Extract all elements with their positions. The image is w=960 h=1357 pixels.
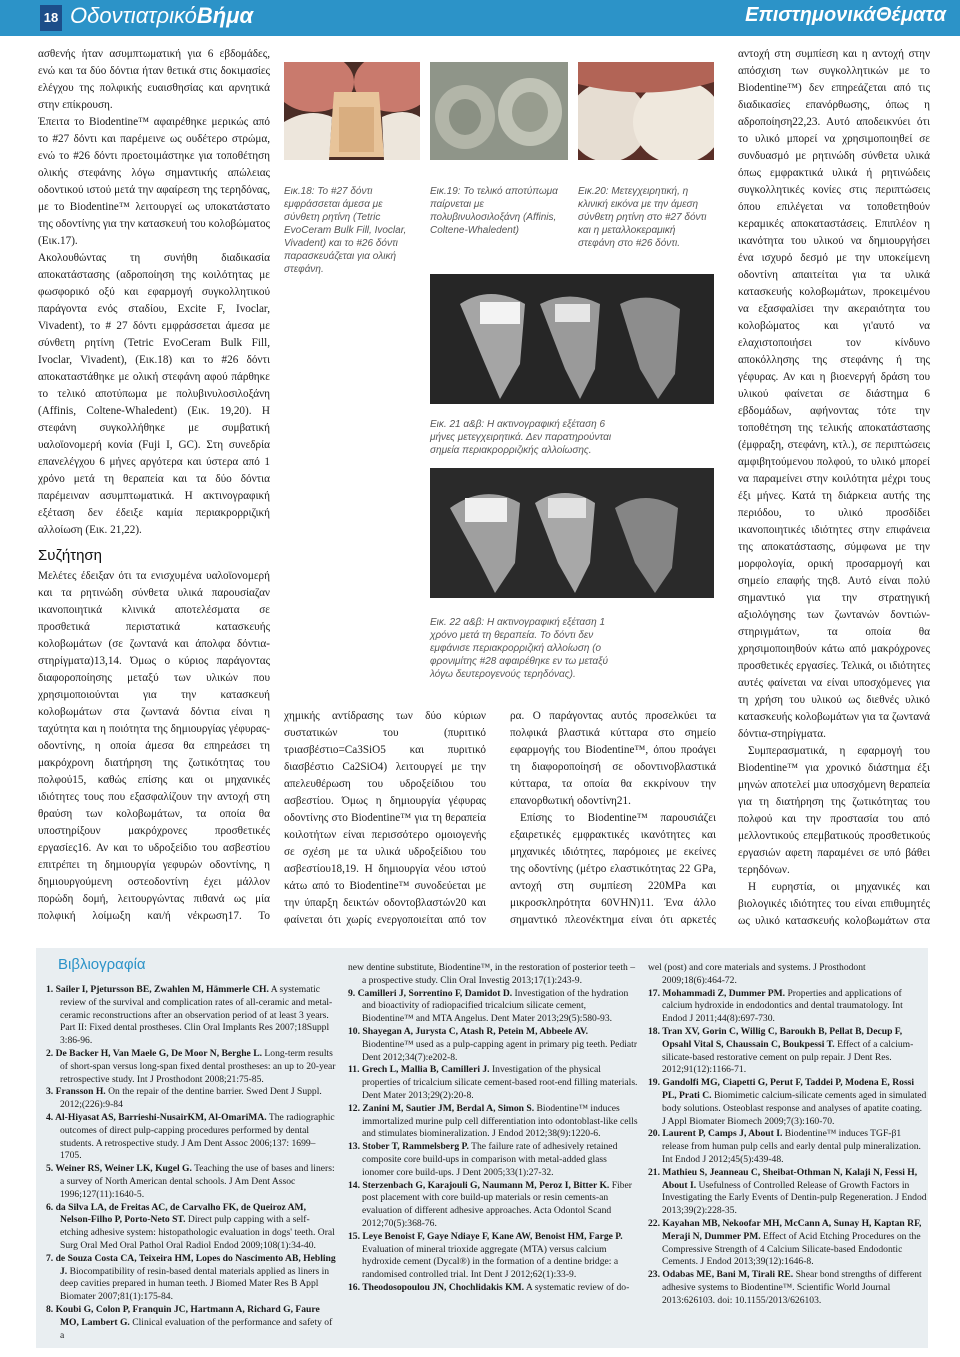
reference-item — [46, 1086, 336, 1112]
references-column-3 — [648, 962, 928, 1344]
reference-item — [648, 962, 928, 988]
reference-authors: 11. Grech L, Mallia B, Camilleri J. — [348, 1064, 490, 1076]
reference-item — [46, 1202, 336, 1253]
impression-photo — [430, 62, 568, 160]
reference-item — [46, 984, 336, 1048]
reference-authors: 23. Odabas ME, Bani M, Tirali RE. — [648, 1269, 794, 1281]
section-title-part-a: Επιστημονικά — [745, 4, 876, 26]
paragraph: Επίσης το Biodentine™ παρουσιάζει εξαιρετικές εμφρακτικές ικανότητες και μηχανικές ιδιότητες, παρόμοιες με εκείνες της οδοντίνης (μέτρο ελαστικότητας 22 GPa, αντοχή στη συμπίεση 220MPa και μικροσκληρότητα 60VHN)11. Ένα άλλο σημαντικό πλεονέκτημα είναι ότι αρκετές — [510, 812, 716, 926]
reference-text: Biodentine™ used as a pulp-capping agent in primary pig teeth. Pediatr Dent 2012;34(7):e202-8. — [362, 1038, 638, 1063]
reference-authors: 22. Kayahan MB, Nekoofar MH, McCann A, Sunay H, Kaptan RF, Meraji N, Dummer PM. — [648, 1217, 922, 1242]
reference-authors: 10. Shayegan A, Jurysta C, Atash R, Petein M, Abbeele AV. — [348, 1025, 589, 1037]
magazine-title — [70, 3, 253, 29]
reference-item — [348, 1026, 638, 1064]
reference-text: The radiographic outcomes of direct pulp-capping procedures performed by dental students. A retrospective study. J Am Dent Assoc 2006;137: 1699–1705. — [60, 1111, 335, 1162]
article-column-4 — [510, 708, 716, 930]
reference-item — [348, 1103, 638, 1141]
reference-text: new dentine substitute, Biodentine™, in the restoration of posterior teeth – a prospective study. Clin Oral Investig 2013;17(1):243-9. — [348, 962, 636, 986]
reference-text: Teaching the use of bases and liners: a survey of North American dental schools. J Am Dent Assoc 1996;127(11):1640-5. — [60, 1163, 335, 1200]
reference-text: Biodentine™ induces immortalized murine pulp cell differentiation into odontoblast-like cells and stimulates biomineralization. J Endod 2012;38(9):1220-6. — [362, 1102, 638, 1140]
xray-6-months — [430, 274, 714, 404]
figure-19-image — [430, 62, 568, 160]
section-heading: Συζήτηση — [38, 547, 103, 564]
paragraph: χημικής αντίδρασης των δύο κύριων συστατικών του (πυριτικό τριασβέστιο=Ca3SiO5 και πυριτικό διασβέστιο Ca2SiO4) λειτουργεί με την απελευθέρωση του υδροξείδιου του ασβεστίου. Όμως η δημιουργία γέφυρας οδοντίνης στο Biodentine™ για τη θεραπεία κοιλοτήτων είναι περισσότερο ομοιογενής σε σχέση με τα υλικά υδροξείδιου του ασβεστίου18,19. Η δημιουργία νέου ιστού κάτω από το Biodentine™ συνοδεύεται με την ύπαρξη δεικτών οδοντοβλαστών20 και φαίνεται ότι χωρίς ενεργοποιείται από τον — [284, 710, 486, 926]
reference-text: Properties and applications of calcium hydroxide in endodontics and dental traumatology. Int Endod J 2011;44(8):697-730. — [662, 987, 903, 1025]
reference-authors: 3. Fransson H. — [46, 1086, 106, 1098]
reference-authors: 18. Tran XV, Gorin C, Willig C, Baroukh B, Pellat B, Decup F, Opsahl Vital S, Chaussain C, Boukpessi T. — [648, 1025, 903, 1050]
reference-item — [348, 1231, 638, 1282]
paragraph: ασθενής ήταν ασυμπτωματική για 6 εβδομάδες, ενώ και τα δύο δόντια ήταν θετικά στις δοκιμασίες ελέγχου της πολφικής ευαισθησίας και αρνητικά στην επίκρουση. — [38, 48, 270, 111]
reference-text: A systematic review of do- — [524, 1281, 630, 1293]
page-header — [0, 0, 960, 36]
section-title — [745, 4, 946, 27]
reference-authors: 20. Laurent P, Camps J, About I. — [648, 1128, 783, 1140]
reference-authors: 1. Sailer I, Pjetursson BE, Zwahlen M, Hämmerle CH. — [46, 984, 269, 995]
references-column-1 — [46, 984, 336, 1344]
restoration-photo — [578, 62, 714, 160]
reference-authors: 9. Camilleri J, Sorrentino F, Damidot D. — [348, 987, 513, 999]
figure-18-image — [284, 62, 420, 160]
tooth-photo — [284, 62, 420, 160]
reference-item — [348, 1064, 638, 1102]
paragraph: αντοχή στη συμπίεση και η αντοχή στην απόσχιση των συγκολλητικών με το Biodentine™) δεν επηρεάζεται από τις διαδικασίες επανόρθωσης, όπως η αδροποίηση22,23. Αυτό αποδεικνύει ότι το υλικό μπορεί να χρησιμοποιηθεί σε συνδυασμό με ρητινώδη σύνθετα υλικά όπως εμφρακτικά υλικά ή ρητινώδεις συγκολλητικές κονίες στις περιπτώσεις όπου επιλέγεται να τοποθετηθούν κεραμικές αποκαταστάσεις. Επιπλέον η ικανότητα του υλικού να δημιουργήσει ένα ισχυρό δεσμό με την υποκείμενη οδοντίνη απαιτείται για τα υλικά κατασκευής κολοβωμάτων, προκειμένου να εξασφαλίσει την ακεραιότητα του κολοβώματος και γι'αυτό να ελαχιστοποιήσει τον κίνδυνο αποκόλλησης της στεφάνης ή της γέφυρας. Αν και η βιοενεργή δράση του υλικού φαίνεται σε διάστημα 6 εβδομάδων, αφήνοντας τότε την τοποθέτηση της τελικής αποκατάστασης (έμφραξη, στεφάνη, κτλ.), σε περιπτώσεις αμφιβητούμενου πολφού, το υλικό μπορεί να παραμείνει στην κοιλότητα μέχρι τους έξι μήνες. Κατά τη διάρκεια αυτής της περιόδου, το υλικό προσδίδει ικανοποιητικές ιδιότητες στην επιφάνεια της αποκατάστασης, σύμφωνα με την μορφολογία, ορική προσαρμογή και σημείο επαφής της8. Αυτό είναι πολύ σημαντικό για την στρατηγική αξιολόγησης των ζωντανών δοντιών-στηριγμάτων, τα οποία θα χρησιμοποιηθούν κάτω από μακρόχρονες προσθετικές εργασίες. Τελικά, οι ιδιότητες αυτές φαίνεται να είναι υποσχόμενες για τη χρήση του υλικού ως διεθνές υλικό κατασκευής κολοβωμάτων για τα ζωντανά δόντια-στηρίγματα. — [738, 48, 930, 740]
reference-text: Biomimetic calcium-silicate cements aged in simulated body solutions. Osteoblast response and analyses of apatite coating. J Appl Biomater Biomech 2009;7(3):160-70. — [662, 1089, 927, 1127]
reference-authors: 2. De Backer H, Van Maele G, De Moor N, Berghe L. — [46, 1047, 263, 1059]
reference-item — [46, 1163, 336, 1201]
page-number: 18 — [40, 5, 62, 31]
paragraph: Ακολουθώντας τη συνήθη διαδικασία αποκατάστασης (αδροποίηση της κοιλότητας με φωσφορικό οξύ και εφαρμογή συγκολλητικού παράγοντα ενός σταδίου, Excite F, Ivoclar, Vivadent), το # 27 δόντι εμφράσσεται άμεσα με σύνθετη ρητίνη (Tetric EvoCeram Bulk Fill, Ivoclar, Vivadent), (Εικ.18) και το #26 δόντι αποκαταστάθηκε με ολική στεφάνη αφού πάρθηκε το τελικό αποτύπωμα με πολυβινυλοσιλοξάνη (Affinis, Coltene-Whaledent) (Εικ. 19,20). Η στεφάνη συγκολλήθηκε με συμβατική υαλοϊονομερή κονία (Fuji I, GC). Στη συνεδρία επανελέγχου 6 μήνες αργότερα και ύστερα από 1 χρόνο μετά τη θεραπεία και τα δύο δόντια παρέμειναν ασυμπτωματικά. Η ακτινογραφική εξέταση δεν έδειξε καμία περιακρορριζική αλλοίωση (Εικ. 21,22). — [38, 252, 270, 536]
figure-20-image — [578, 62, 714, 160]
reference-item — [348, 1180, 638, 1231]
reference-item — [46, 1048, 336, 1086]
reference-text: Shear bond strengths of different adhesive systems to Biodentine™. Scientific World Journal 2013:626103. doi: 10.1155/2013/626103. — [662, 1269, 922, 1306]
reference-authors: 15. Leye Benoist F, Gaye Ndiaye F, Kane AW, Benoist HM, Farge P. — [348, 1230, 623, 1242]
reference-item — [648, 1077, 928, 1128]
reference-text: Evaluation of mineral trioxide aggregate (MTA) versus calcium hydroxide cement (Dycal®) in the formation of a dentine bridge: a randomised controlled trial. Int Dent J 2012;62(1):33-9. — [362, 1243, 619, 1281]
reference-authors: 13. Stober T, Rammelsberg P. — [348, 1141, 469, 1153]
reference-text: Investigation of the physical properties of tricalcium silicate cement-based root-end filling materials. Dent Mater 2013;29(2):20-8. — [362, 1064, 638, 1101]
reference-text: The failure rate of adhesively retained composite core build-ups in comparison with metal-added glass ionomer core build-ups. J Dent 2005;33(1):27-32. — [362, 1141, 618, 1178]
figure-18-caption: Εικ.18: Το #27 δόντι εμφράσσεται άμεσα με σύνθετη ρητίνη (Tetric EvoCeram Bulk Fill, Ivoclar, Vivadent) και το #26 δόντι παρασκευάζεται για ολική στεφάνη. — [284, 186, 407, 275]
reference-text: Effect of Acid Etching Procedures on the Compressive Strength of 4 Calcium Silicate-based Endodontic Cements. J Endod 2013;39(12):1646-8. — [662, 1230, 921, 1268]
article-column-3 — [284, 708, 486, 930]
figure-22-caption: Εικ. 22 α&β: Η ακτινογραφική εξέταση 1 χρόνο μετά τη θεραπεία. Το δόντι δεν εμφάνισε περιακρορριζική αλλοίωση (ο φρονιμίτης #28 αφαιρέθηκε εν τω μεταξύ λόγω δευτερογενούς τερηδόνας). — [430, 617, 609, 680]
reference-item — [648, 1269, 928, 1307]
article-column-1 — [38, 46, 270, 926]
section-title-part-b: Θέματα — [875, 4, 946, 26]
reference-authors: 14. Sterzenbach G, Karajouli G, Naumann M, Peroz I, Bitter K. — [348, 1179, 610, 1191]
xray-1-year — [430, 468, 714, 598]
reference-authors: 12. Zanini M, Sautier JM, Berdal A, Simon S. — [348, 1102, 535, 1114]
reference-item — [46, 1304, 336, 1342]
references-title: Βιβλιογραφία — [58, 956, 146, 973]
reference-authors: 21. Mathieu S, Jeanneau C, Sheibat-Othman N, Kalaji N, Fessi H, About I. — [648, 1166, 918, 1191]
magazine-title-part-a: Οδοντιατρικό — [70, 3, 197, 28]
paragraph: Συμπερασματικά, η εφαρμογή του Biodentine™ για χρονικό διάστημα έξι μηνών αποτελεί μια υποσχόμενη θεραπεία για τη διατήρηση της ζωτικότητας του πολφού και την προστασία του από μελλοντικούς επεμβατικούς προσθετικούς εργασιών αφετη παραμένει σε υπό βάθει τερηδόνων. — [738, 745, 930, 876]
reference-item — [348, 1282, 638, 1295]
reference-item — [46, 1112, 336, 1163]
figure-22-xray — [430, 468, 714, 598]
reference-text: Fiber post placement with core build-up materials or resin cements-an evaluation of different adhesive approaches. Acta Odontol Scand 2012;70(5):368-76. — [362, 1179, 632, 1229]
reference-item — [648, 988, 928, 1026]
figure-19-caption: Εικ.19: Το τελικό αποτύπωμα παίρνεται με πολυβινυλοσιλοξάνη (Affinis, Coltene-Whaledent) — [430, 186, 558, 236]
reference-item — [648, 1026, 928, 1077]
reference-authors: 16. Theodosopoulou JN, Chochlidakis KM. — [348, 1281, 525, 1293]
reference-item — [648, 1218, 928, 1269]
reference-text: On the repair of the dentine barrier. Swed Dent J Suppl. 2012;(226):9-84 — [60, 1086, 322, 1111]
paragraph: Μελέτες έδειξαν ότι τα ενισχυμένα υαλοϊονομερή και τα ρητινώδη σύνθετα υλικά παρουσίαζαν ικανοποιητικά κλινικά αποτελέσματα σε προσθετικά περιστατικά κατασκευής κολοβωμάτων (σε ζωντανά και άπολφα δόντια-στηρίγματα)13,14. Όμως ο κύριος παράγοντας διαφοροποίησης μεταξύ των υλικών που χρησιμοποιούνται για την κατασκευή κολοβωμάτων στα ζωντανά δόντια είναι η ταχύτητα και η ποιότητα της δημιουργίας γέφυρας-οδοντίνης, η οποία άμεσα θα επηρεάσει τη μακρόχρονη διατήρηση της ζωτικότητας του πολφού15, καθώς επίσης και οι μηχανικές ιδιότητες τους που εξασφαλίζουν την αντοχή στη θραύση των κολοβωμάτων, τα οποία θα υποστηρίξουν μακρόχρονες προσθετικές εργασίες16. Αν και το υδροξείδιο του ασβεστίου επιτρέπει τη δημιουργία γεφυρών οδοντίνης, η δημιουργούμενη οστεοδοντίνη έχει μάλλον πορώδη δομή, λειτουργώντας πιθανά ως μία πολφική λοίμωξη και/ή νέκρωση17. Το — [38, 570, 270, 922]
references-column-2 — [348, 962, 638, 1344]
article-column-5 — [738, 46, 930, 926]
reference-text: Biodentine™ induces TGF-β1 release from human pulp cells and early dental pulp mineralization. Int Endod J 2012;45(5):439-48. — [662, 1128, 921, 1165]
reference-text: Long-term results of short-span versus long-span fixed dental prostheses: an up to 20-year retrospective study. Int J Prosthodont 2008;21:75-85. — [60, 1047, 336, 1085]
reference-authors: 4. Al-Hiyasat AS, Barrieshi-NusairKM, Al-OmariMA. — [46, 1111, 267, 1123]
reference-authors: 19. Gandolfi MG, Ciapetti G, Perut F, Taddei P, Modena E, Rossi PL, Prati C. — [648, 1077, 915, 1101]
paragraph: Η ευρηστία, οι μηχανικές και βιολογικές ιδιότητες του είναι επιθυμητές ως υλικό κατασκευής κολοβωμάτων στα — [738, 881, 930, 926]
reference-authors: 8. Koubi G, Colon P, Franquin JC, Hartmann A, Richard G, Faure MO, Lambert G. — [46, 1303, 320, 1328]
reference-authors: 5. Weiner RS, Weiner LK, Kugel G. — [46, 1163, 192, 1175]
magazine-title-part-b: Βήμα — [196, 3, 254, 28]
paragraph: ρα. Ο παράγοντας αυτός προσελκύει τα πολφικά βλαστικά κύτταρα στο σημείο εφαρμογής του Biodentine™, όπου προάγει τη διαφοροποίησή σε οδοντινοβλαστικά κύτταρα, τα οποία θα εκκρίνουν την επανορθωτική οδοντίνη21. — [510, 710, 716, 807]
reference-text: Usefulness of Controlled Release of Growth Factors in Investigating the Early Events of Dentin-pulp Regeneration. J Endod 2013;39(2):228-35. — [662, 1179, 927, 1217]
reference-item — [648, 1167, 928, 1218]
reference-text: Effect of a calcium-silicate-based restorative cement on pulp repair. J Dent Res. 2012;91(12):1166-71. — [662, 1038, 914, 1076]
reference-text: Direct pulp capping with a self-etching adhesive system: histopathologic evaluation in dogs' teeth. Oral Surg Oral Med Oral Pathol Oral Radiol Endod 2009;108(1):34-40. — [60, 1214, 335, 1251]
reference-text: A systematic review of the survival and complication rates of all-ceramic and metal-ceramic reconstructions after an observation period of at least 3 years. Part II: Fixed dental prostheses. Clin Oral Implants Res 2007;18Suppl 3:86-96. — [60, 984, 333, 1047]
reference-text: Clinical evaluation of the performance and safety of a — [60, 1316, 333, 1341]
reference-authors: 7. de Souza Costa CA, Teixeira HM, Lopes do Nascimento AB, Hebling J. — [46, 1252, 336, 1277]
reference-item — [348, 988, 638, 1026]
reference-item — [648, 1128, 928, 1166]
reference-authors: 17. Mohammadi Z, Dummer PM. — [648, 987, 786, 999]
reference-text: Biocompatibility of resin-based dental materials applied as liners in deep cavities prepared in human teeth. J Biomed Mater Res B Appl Biomater 2007;81(1):175-84. — [60, 1265, 330, 1303]
reference-item — [348, 1141, 638, 1179]
figure-20-caption: Εικ.20: Μετεγχειρητική, η κλινική εικόνα με την άμεση σύνθετη ρητίνη στο #27 δόντι και η μεταλλοκεραμική στεφάνη στο #26 δόντι. — [578, 186, 707, 249]
reference-authors: 6. da Silva LA, de Freitas AC, de Carvalho FK, de Queiroz AM, Nelson-Filho P, Porto-Neto ST. — [46, 1201, 307, 1226]
reference-text: wel (post) and core materials and systems. J Prosthodont 2009;18(6):464-72. — [648, 962, 866, 986]
figure-21-xray — [430, 274, 714, 404]
reference-text: Investigation of the hydration and bioactivity of radiopacified tricalcium silicate cement, Biodentine™ and MTA Angelus. Dent Mater 2013;29(5):580-93. — [362, 987, 629, 1025]
reference-item — [46, 1253, 336, 1304]
paragraph: Έπειτα το Biodentine™ αφαιρέθηκε μερικώς από το #27 δόντι και παρέμεινε ως ουδέτερο στρώμα, ενώ το #26 δόντι προετοιμάστηκε για τοποθέτηση ολικής στεφάνης λόγω σημαντικής απώλειας οδοντικού ιστού μετά την αφαίρεση της τερηδόνας, με το Biodentine™ λειτουργεί ως υποκατάστατο της οδοντίνης για την κατασκευή του κολοβώματος (Εικ.17). — [38, 116, 270, 247]
reference-item — [348, 962, 638, 988]
figure-21-caption: Εικ. 21 α&β: Η ακτινογραφική εξέταση 6 μήνες μετεγχειρητικά. Δεν παρατηρούνται σημεία περιακρορριζικής αλλοίωσης. — [430, 419, 612, 456]
